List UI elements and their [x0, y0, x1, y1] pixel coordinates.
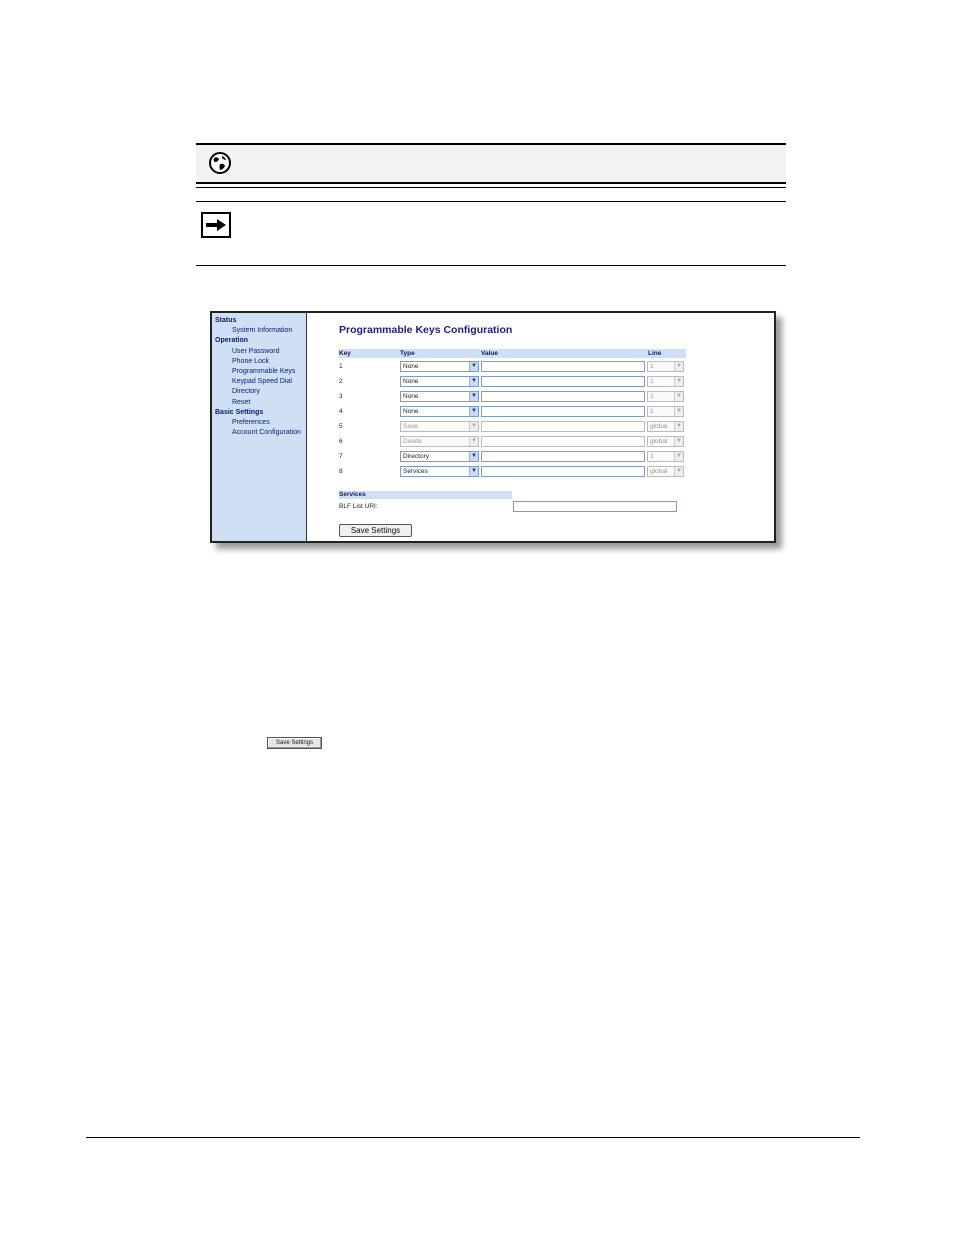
- key-number: 2: [339, 378, 343, 385]
- value-input[interactable]: [481, 451, 645, 462]
- page-title: Programmable Keys Configuration: [339, 324, 513, 336]
- type-select-value: Services: [403, 468, 428, 475]
- main-panel: [308, 313, 774, 541]
- chevron-down-icon: ▼: [469, 452, 478, 461]
- key-number: 4: [339, 408, 343, 415]
- line-select[interactable]: [647, 361, 684, 372]
- sidebar-item-operation[interactable]: Operation: [215, 337, 249, 345]
- table-row: [339, 451, 686, 463]
- col-type: Type: [400, 350, 415, 357]
- line-select[interactable]: [647, 466, 684, 477]
- type-select-value: Save: [403, 423, 418, 430]
- table-row: [339, 376, 686, 388]
- chevron-down-icon: ▼: [469, 422, 478, 431]
- key-number: 1: [339, 363, 343, 370]
- line-select-value: 1: [650, 363, 654, 370]
- table-row: [339, 391, 686, 403]
- value-input[interactable]: [481, 361, 645, 372]
- line-select-value: 1: [650, 453, 654, 460]
- line-select[interactable]: [647, 406, 684, 417]
- col-line: Line: [648, 350, 662, 357]
- type-select[interactable]: [400, 466, 479, 477]
- type-select-value: Directory: [403, 453, 430, 460]
- type-select-value: None: [403, 363, 419, 370]
- tip-top-rule: [196, 201, 786, 202]
- line-select-value: 1: [650, 408, 654, 415]
- chevron-down-icon: ▼: [674, 452, 683, 461]
- footer-rule: [86, 1137, 860, 1138]
- type-select[interactable]: [400, 406, 479, 417]
- chevron-down-icon: ▼: [469, 392, 478, 401]
- type-select-value: Delete: [403, 438, 422, 445]
- key-number: 8: [339, 468, 343, 475]
- value-input[interactable]: [481, 421, 645, 432]
- table-row: [339, 421, 686, 433]
- sidebar-item-reset[interactable]: Reset: [232, 398, 251, 406]
- sidebar-item-directory[interactable]: Directory: [232, 388, 261, 396]
- line-select[interactable]: [647, 376, 684, 387]
- col-value: Value: [481, 350, 498, 357]
- services-heading: [339, 491, 512, 499]
- save-settings-button[interactable]: Save Settings: [339, 524, 412, 537]
- line-select[interactable]: [647, 391, 684, 402]
- line-select-value: global: [650, 468, 668, 475]
- sidebar-item-programmable-keys[interactable]: Programmable Keys: [232, 368, 296, 376]
- line-select-value: global: [650, 438, 668, 445]
- sidebar-item-status[interactable]: Status: [215, 317, 237, 324]
- screenshot-frame: [210, 311, 776, 543]
- type-select[interactable]: [400, 391, 479, 402]
- key-number: 6: [339, 438, 343, 445]
- note-bottom-rule-2: [196, 187, 786, 188]
- chevron-down-icon: ▼: [674, 392, 683, 401]
- line-select[interactable]: [647, 436, 684, 447]
- chevron-down-icon: ▼: [674, 407, 683, 416]
- type-select[interactable]: [400, 376, 479, 387]
- chevron-down-icon: ▼: [469, 362, 478, 371]
- line-select-value: 1: [650, 393, 654, 400]
- type-select-value: None: [403, 378, 419, 385]
- sidebar-nav: [212, 313, 307, 541]
- col-key: Key: [339, 350, 351, 357]
- table-row: [339, 436, 686, 448]
- key-number: 7: [339, 453, 343, 460]
- note-bottom-rule: [196, 182, 786, 184]
- sidebar-item-user-password[interactable]: User Password: [232, 347, 280, 355]
- key-number: 3: [339, 393, 343, 400]
- value-input[interactable]: [481, 436, 645, 447]
- sidebar-item-basic-settings[interactable]: Basic Settings: [215, 408, 264, 416]
- globe-icon: [208, 151, 232, 175]
- sidebar-item-preferences[interactable]: Preferences: [232, 419, 270, 427]
- table-header: [339, 349, 686, 358]
- chevron-down-icon: ▼: [469, 407, 478, 416]
- value-input[interactable]: [481, 406, 645, 417]
- sidebar-item-keypad-speed-dial[interactable]: Keypad Speed Dial: [232, 378, 292, 386]
- chevron-down-icon: ▼: [674, 467, 683, 476]
- type-select[interactable]: [400, 436, 479, 447]
- blf-list-uri-input[interactable]: [513, 501, 677, 512]
- tip-bottom-rule: [196, 265, 786, 266]
- type-select[interactable]: [400, 421, 479, 432]
- sidebar-item-account-configuration[interactable]: Account Configuration: [232, 429, 301, 437]
- type-select[interactable]: [400, 361, 479, 372]
- chevron-down-icon: ▼: [674, 437, 683, 446]
- table-row: [339, 406, 686, 418]
- key-number: 5: [339, 423, 343, 430]
- type-select-value: None: [403, 408, 419, 415]
- note-band: [196, 145, 786, 182]
- line-select[interactable]: [647, 421, 684, 432]
- chevron-down-icon: ▼: [469, 467, 478, 476]
- value-input[interactable]: [481, 376, 645, 387]
- blf-list-uri-label: BLF List URI:: [339, 503, 378, 510]
- chevron-down-icon: ▼: [469, 377, 478, 386]
- type-select-value: None: [403, 393, 419, 400]
- inline-save-settings-button: Save Settings: [267, 737, 322, 749]
- chevron-down-icon: ▼: [674, 362, 683, 371]
- value-input[interactable]: [481, 391, 645, 402]
- table-row: [339, 466, 686, 478]
- line-select-value: 1: [650, 378, 654, 385]
- chevron-down-icon: ▼: [674, 422, 683, 431]
- services-heading-text: Services: [339, 491, 366, 498]
- sidebar-item-system-information[interactable]: System Information: [232, 327, 293, 335]
- line-select[interactable]: [647, 451, 684, 462]
- table-row: [339, 361, 686, 373]
- chevron-down-icon: ▼: [469, 437, 478, 446]
- value-input[interactable]: [481, 466, 645, 477]
- type-select[interactable]: [400, 451, 479, 462]
- chevron-down-icon: ▼: [674, 377, 683, 386]
- line-select-value: global: [650, 423, 668, 430]
- arrow-right-icon: [201, 212, 231, 238]
- sidebar-item-phone-lock[interactable]: Phone Lock: [232, 357, 269, 365]
